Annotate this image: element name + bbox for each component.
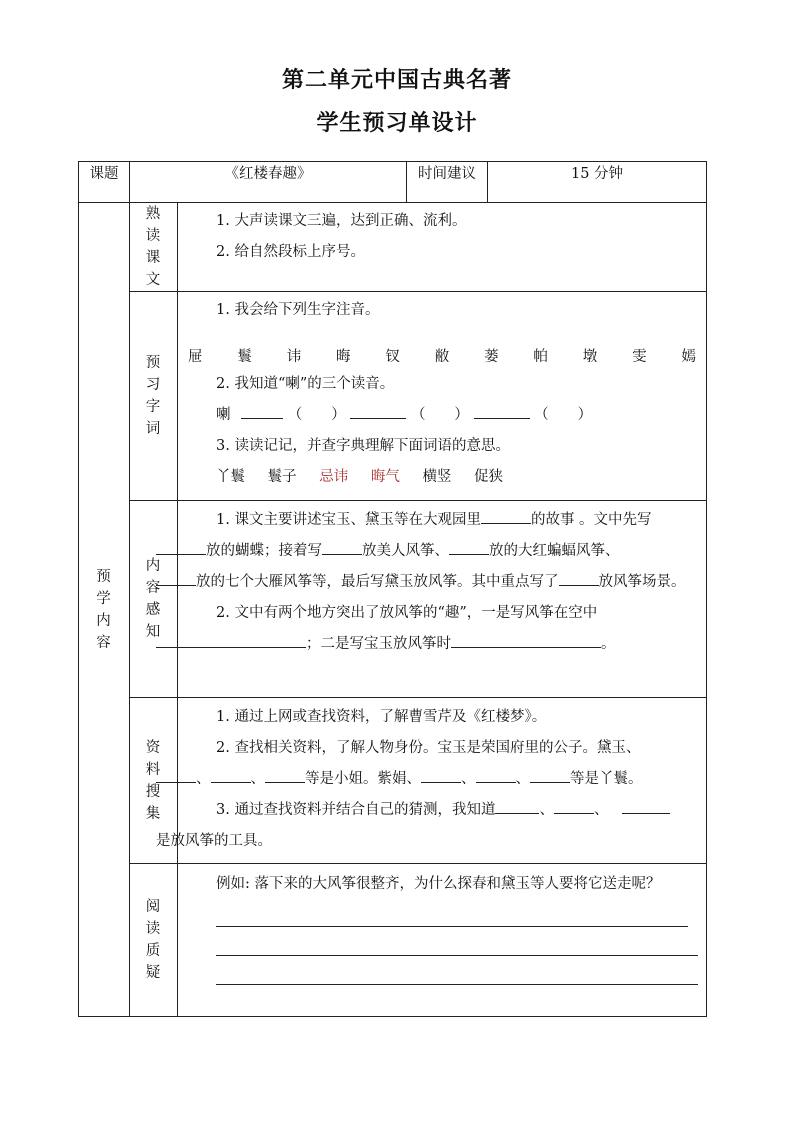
paren: （ ） — [410, 407, 469, 423]
question-label-cell — [130, 864, 178, 1017]
research-content — [156, 698, 707, 864]
read-content — [178, 203, 707, 292]
term-item: 丫鬟 — [216, 469, 245, 485]
answer-blank[interactable] — [622, 798, 670, 814]
read-label-cell — [130, 203, 178, 292]
words-item-3: 3. 读读记记，并查字典理解下面词语的意思。 — [216, 438, 510, 454]
question-label: 阅读质疑 — [145, 899, 162, 981]
answer-blank[interactable] — [495, 798, 539, 814]
text-run: 2. 文中有两个地方突出了放风筝的“趣”，一是写风筝在空中 — [216, 605, 598, 621]
page-subtitle: 学生预习单设计 — [316, 111, 478, 136]
answer-blank[interactable] — [156, 570, 196, 586]
words-label-cell — [130, 292, 178, 501]
row-perceive — [79, 501, 707, 698]
perceive-item-1 — [186, 505, 698, 598]
answer-blank[interactable] — [265, 767, 305, 783]
char-item: 嫣 — [681, 349, 696, 365]
words-item-1: 1. 我会给下列生字注音。 — [216, 302, 380, 318]
text-run: 3. 通过查找资料并结合自己的猜测，我知道 — [216, 802, 496, 818]
section-label: 预学内容 — [96, 568, 112, 651]
perceive-content — [178, 501, 707, 698]
text-run: 放的七个大雁风筝等，最后写黛玉放风筝。其中重点写了 — [196, 574, 559, 590]
answer-blank[interactable] — [156, 539, 206, 555]
text-run: 等是小姐。紫娟、 — [305, 771, 421, 787]
char-item: 讳 — [286, 349, 302, 365]
question-content — [178, 864, 707, 1017]
time-value: 15 分钟 — [488, 162, 707, 203]
perceive-item-2 — [186, 598, 698, 660]
answer-blank[interactable] — [474, 403, 530, 419]
section-label-cell — [79, 203, 130, 1017]
research-item-1: 1. 通过上网或查找资料，了解曹雪芹及《红楼梦》。 — [216, 709, 547, 725]
perceive-label-cell — [130, 501, 178, 698]
answer-blank[interactable] — [211, 767, 251, 783]
text-run: 等是丫鬟。 — [570, 771, 643, 787]
header-row — [79, 162, 707, 203]
char-item: 敝 — [434, 349, 450, 365]
text-run: 、 — [539, 802, 554, 818]
answer-blank[interactable] — [156, 632, 306, 648]
text-run: 、 — [250, 771, 265, 787]
text-run: 放美人风筝、 — [362, 543, 449, 559]
text-run: 、 — [593, 802, 609, 818]
answer-blank[interactable] — [421, 767, 461, 783]
worksheet-table — [78, 161, 707, 1017]
answer-blank[interactable] — [241, 403, 283, 419]
answer-blank[interactable] — [530, 767, 570, 783]
row-question — [79, 864, 707, 1017]
char-item: 雯 — [632, 349, 647, 365]
text-run: 、 — [461, 771, 476, 787]
answer-blank[interactable] — [481, 508, 531, 524]
text-run: 、 — [515, 771, 530, 787]
research-item-2 — [186, 733, 698, 795]
term-item: 横竖 — [422, 469, 452, 485]
words-content — [178, 292, 707, 501]
row-read — [79, 203, 707, 292]
term-item: 忌讳 — [319, 469, 349, 485]
time-label: 时间建议 — [407, 162, 488, 203]
answer-line[interactable] — [216, 927, 698, 956]
answer-blank[interactable] — [476, 767, 516, 783]
text-run: 。 — [601, 636, 616, 652]
char-item: 钗 — [385, 349, 400, 365]
term-item: 晦气 — [370, 469, 400, 485]
text-run: 2. 查找相关资料，了解人物身份。宝玉是荣国府里的公子。黛玉、 — [216, 740, 641, 756]
answer-line[interactable] — [216, 898, 688, 927]
answer-blank[interactable] — [350, 403, 406, 419]
row-words — [79, 292, 707, 501]
research-label: 资料搜集 — [145, 739, 162, 822]
paren: （ ） — [287, 407, 346, 423]
row-research — [79, 698, 707, 864]
answer-line[interactable] — [216, 956, 698, 985]
text-run: 放的大红蝙蝠风筝、 — [489, 543, 620, 559]
answer-blank[interactable] — [451, 632, 601, 648]
answer-blank[interactable] — [449, 539, 489, 555]
char-item: 帕 — [533, 349, 548, 365]
read-label: 熟读课文 — [145, 206, 162, 288]
research-item-3 — [156, 795, 698, 857]
char-item: 墩 — [582, 349, 598, 365]
la-char: 喇 — [216, 407, 231, 423]
paren: （ ） — [534, 407, 593, 423]
char-item: 晦 — [336, 349, 351, 365]
words-label: 预习字词 — [145, 355, 162, 437]
text-run: 放的蝴蝶；接着写 — [206, 543, 322, 559]
perceive-label: 内容感知 — [145, 558, 162, 640]
words-item-2: 2. 我知道“喇”的三个读音。 — [216, 376, 395, 392]
answer-blank[interactable] — [559, 570, 599, 586]
answer-blank[interactable] — [554, 798, 594, 814]
la-readings-line — [186, 400, 698, 431]
topic-label: 课题 — [79, 162, 130, 203]
question-example: 例如: 落下来的大风筝很整齐，为什么探春和黛玉等人要将它送走呢？ — [216, 876, 661, 892]
term-item: 促狭 — [474, 469, 504, 485]
page-title: 第二单元中国古典名著 — [281, 68, 512, 93]
read-item-1: 1. 大声读课文三遍，达到正确、流利。 — [216, 213, 467, 229]
text-run: 1. 课文主要讲述宝玉、黛玉等在大观园里 — [216, 512, 481, 528]
char-item: 屉 — [188, 349, 203, 365]
text-run: 放风筝场景。 — [598, 574, 686, 590]
topic-value: 《红楼春趣》 — [130, 162, 407, 203]
text-run: 是放风筝的工具。 — [156, 833, 272, 849]
answer-blank[interactable] — [156, 767, 196, 783]
answer-blank[interactable] — [322, 539, 362, 555]
text-run: 、 — [196, 771, 211, 787]
read-item-2: 2. 给自然段标上序号。 — [216, 244, 365, 260]
text-run: ；二是写宝玉放风筝时 — [306, 636, 451, 652]
char-item: 鬟 — [237, 349, 252, 365]
term-list — [186, 462, 698, 493]
char-item: 蒌 — [484, 349, 499, 365]
term-item: 鬟子 — [267, 469, 297, 485]
text-run: 的故事 。文中先写 — [530, 512, 652, 528]
